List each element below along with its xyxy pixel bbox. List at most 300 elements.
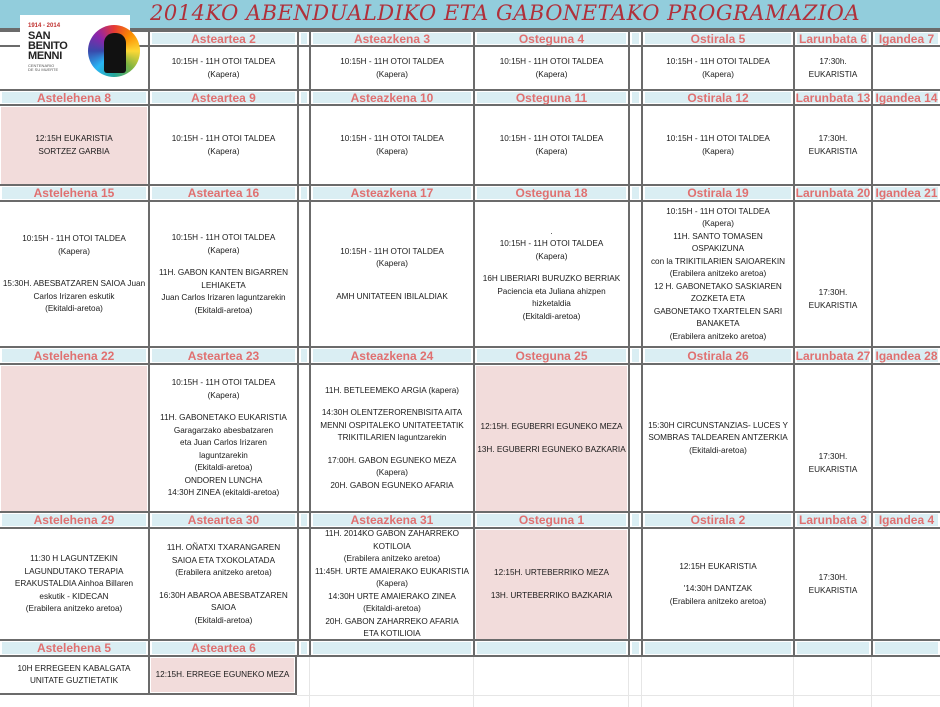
event-line: ETA KOTILIOIA	[363, 629, 421, 639]
logo-name: SAN BENITO MENNI	[28, 30, 68, 62]
event-line: ZOZKETA ETA	[690, 294, 746, 304]
logo-years: 1914 - 2014	[28, 23, 61, 29]
event-line: 11H. 2014KO GABON ZAHARREKO	[324, 529, 460, 539]
day-header-cell	[297, 32, 309, 45]
day-events-cell	[871, 106, 940, 185]
day-header-cell	[297, 91, 309, 104]
event-line: 14:30H OLENTZERORENBISITA AITA	[321, 408, 463, 418]
event-line: LEHIAKETA	[201, 280, 246, 290]
day-header-label: Asteartea 30	[152, 514, 295, 526]
spreadsheet-gridline	[628, 657, 629, 707]
spreadsheet-gridline	[297, 695, 940, 696]
event-line: (Kapera)	[702, 219, 734, 229]
day-header-label: Asteazkena 17	[313, 187, 471, 199]
event-line: 17:30H.	[818, 573, 848, 582]
event-line: (Ekitaldi-aretoa)	[194, 463, 253, 473]
event-list	[874, 530, 939, 639]
event-line: (Erabilera anitzeko aretoa)	[669, 269, 767, 279]
day-header-label	[632, 514, 639, 526]
day-header-label: Astelehena 5	[2, 642, 146, 654]
day-header-cell	[641, 32, 793, 45]
day-header-cell	[309, 91, 473, 104]
spreadsheet-gridline	[309, 657, 310, 707]
week-body-row	[0, 47, 940, 90]
event-list	[151, 203, 296, 346]
event-line: 10:15H - 11H OTOI TALDEA	[499, 134, 604, 143]
event-line: laguntzarekin	[199, 450, 248, 460]
event-line: Carlos Irizaren eskutik	[33, 291, 115, 301]
event-list	[300, 107, 308, 184]
day-events-cell	[0, 106, 148, 185]
event-line: 10:15H - 11H OTOI TALDEA	[666, 206, 770, 216]
logo-subtitle: CENTENARIO DE SU MUERTE	[28, 63, 59, 72]
event-list	[796, 530, 870, 639]
event-line: 12:15H EUKARISTIA	[35, 134, 113, 143]
day-header-label: Larunbata 6	[798, 31, 867, 46]
day-header-label: Asteazkena 10	[313, 92, 471, 103]
day-header-cell	[297, 186, 309, 200]
day-header-cell	[473, 513, 628, 527]
event-line: SAIOA ETA TXOKOLATADA	[171, 555, 276, 565]
event-line: (Ekitaldi-aretoa)	[363, 604, 421, 614]
day-events-cell	[793, 47, 871, 90]
event-list	[476, 203, 627, 346]
event-list	[631, 48, 640, 89]
event-line: 12:15H EUKARISTIA	[679, 561, 757, 571]
event-line: (Kapera)	[702, 146, 734, 156]
spreadsheet-gridline	[641, 657, 642, 707]
day-header-label: Astelehena 15	[2, 187, 146, 199]
day-header-cell	[871, 513, 940, 527]
day-header-label: Larunbata 13	[795, 90, 871, 105]
event-list	[644, 107, 792, 184]
event-line: (Kapera)	[535, 146, 568, 156]
event-line: LAGUNDUTAKO TERAPIA	[24, 566, 124, 576]
event-line: (Kapera)	[207, 69, 240, 79]
day-header-cell	[871, 348, 940, 363]
event-line: 11:30 H LAGUNTZEKIN	[30, 554, 118, 564]
event-line: (Kapera)	[207, 390, 240, 400]
event-line: Juan Carlos Irizaren laguntzarekin	[161, 293, 286, 302]
day-header-cell	[793, 348, 871, 363]
day-events-cell	[309, 365, 473, 512]
day-header-cell	[473, 186, 628, 200]
day-header-label	[632, 642, 639, 654]
day-events-cell	[793, 202, 871, 347]
day-header-cell	[871, 641, 940, 655]
day-header-cell	[641, 91, 793, 104]
event-list	[874, 203, 939, 346]
day-header-cell	[309, 513, 473, 527]
day-header-label: Ostirala 5	[645, 33, 791, 44]
day-header-label: Osteguna 4	[477, 33, 626, 44]
week-body-row	[0, 657, 297, 695]
day-events-cell	[148, 365, 297, 512]
week-body-row	[0, 106, 940, 185]
day-events-cell	[297, 365, 309, 512]
day-header-cell	[0, 186, 148, 200]
event-line: 11H. BETLEEMEKO ARGIA (kapera)	[324, 385, 460, 395]
day-header-cell	[628, 641, 641, 655]
event-list	[644, 530, 792, 639]
day-header-label	[301, 514, 307, 526]
week-header-row	[0, 30, 940, 47]
day-header-cell	[793, 641, 871, 655]
day-header-cell	[641, 641, 793, 655]
day-header-cell	[309, 32, 473, 45]
day-header-label	[632, 92, 639, 103]
event-line: 12:15H. ERREGE EGUNEKO MEZA	[155, 669, 290, 679]
day-events-cell	[641, 106, 793, 185]
day-events-cell	[793, 529, 871, 640]
event-line: 10:15H - 11H OTOI TALDEA	[171, 233, 276, 242]
event-line: 11H. SANTO TOMASEN	[673, 231, 763, 241]
event-list	[796, 48, 870, 89]
event-line: TRIKITILARIEN laguntzarekin	[337, 433, 447, 443]
event-list	[631, 203, 640, 346]
day-events-cell	[148, 202, 297, 347]
week-body-row	[0, 365, 940, 512]
event-line: 10:15H - 11H OTOI TALDEA	[499, 57, 604, 66]
event-line: (Ekitaldi-aretoa)	[194, 305, 253, 315]
day-header-cell	[309, 186, 473, 200]
event-line: 10:15H - 11H OTOI TALDEA	[499, 239, 604, 249]
day-events-cell	[871, 365, 940, 512]
day-header-label: Astelehena 29	[2, 514, 146, 526]
day-header-cell	[871, 91, 940, 104]
day-events-cell	[473, 202, 628, 347]
day-header-label: Osteguna 1	[477, 514, 626, 526]
event-line: 13H. EGUBERRI EGUNEKO BAZKARIA	[477, 444, 626, 454]
day-header-cell	[628, 186, 641, 200]
event-line: .	[550, 226, 553, 236]
event-line: 20H. GABON ZAHARREKO AFARIA	[325, 616, 459, 626]
event-line: 10:15H - 11H OTOI TALDEA	[340, 246, 444, 256]
day-header-cell	[148, 91, 297, 104]
day-events-cell	[871, 529, 940, 640]
event-line: SOMBRAS TALDEAREN ANTZERKIA	[648, 433, 788, 443]
event-line: 17:30h.	[819, 57, 847, 66]
day-header-label	[301, 92, 307, 103]
event-line: 10:15H - 11H OTOI TALDEA	[171, 134, 276, 143]
week-header-row	[0, 511, 940, 529]
day-header-cell	[793, 32, 871, 45]
spreadsheet-gridline	[473, 657, 474, 707]
event-list	[874, 366, 939, 511]
event-line: (Kapera)	[376, 579, 408, 589]
event-list	[476, 530, 627, 639]
day-events-cell	[309, 106, 473, 185]
event-line: 10:15H - 11H OTOI TALDEA	[666, 134, 770, 143]
day-header-cell	[473, 348, 628, 363]
day-events-cell	[641, 47, 793, 90]
day-header-label	[313, 642, 471, 654]
day-header-cell	[641, 513, 793, 527]
day-header-cell	[628, 513, 641, 527]
day-header-label	[875, 642, 938, 654]
event-line: (Kapera)	[58, 246, 90, 256]
day-header-label: Asteartea 16	[152, 187, 295, 199]
day-header-cell	[0, 513, 148, 527]
day-header-label: Astelehena 22	[2, 349, 146, 362]
day-header-cell	[793, 186, 871, 200]
event-list	[631, 107, 640, 184]
event-line: 10H ERREGEEN KABALGATA	[17, 663, 131, 673]
day-header-cell	[297, 641, 309, 655]
event-line: 10:15H - 11H OTOI TALDEA	[171, 57, 276, 66]
event-list	[631, 366, 640, 511]
event-line: EUKARISTIA	[808, 300, 858, 310]
day-events-cell	[0, 365, 148, 512]
day-header-cell	[473, 32, 628, 45]
day-header-label	[301, 187, 307, 199]
event-line: con la TRIKITILARIEN SAIOAREKIN	[650, 256, 786, 266]
event-list	[476, 107, 627, 184]
day-events-cell	[297, 47, 309, 90]
event-line: (Kapera)	[376, 69, 408, 79]
event-line: (Erabilera anitzeko aretoa)	[25, 604, 123, 614]
day-header-cell	[473, 91, 628, 104]
day-header-label: Asteazkena 24	[313, 349, 471, 362]
event-line: 10:15H - 11H OTOI TALDEA	[666, 57, 770, 66]
event-list	[312, 530, 472, 639]
event-list	[312, 48, 472, 89]
spreadsheet-gridline	[871, 657, 872, 707]
event-list	[151, 658, 294, 692]
day-events-cell	[473, 365, 628, 512]
event-line: EUKARISTIA	[808, 146, 858, 156]
day-events-cell	[148, 47, 297, 90]
event-line: 20H. GABON EGUNEKO AFARIA	[330, 480, 454, 490]
event-list	[644, 203, 792, 346]
event-line: (Erabilera anitzeko aretoa)	[669, 331, 767, 341]
event-line: OSPAKIZUNA	[691, 244, 745, 254]
day-header-label	[301, 349, 307, 362]
day-events-cell	[148, 106, 297, 185]
day-header-label: Igandea 7	[875, 33, 938, 44]
week-header-row	[0, 184, 940, 202]
event-list	[312, 203, 472, 346]
event-line: 12:15H. EGUBERRI EGUNEKO MEZA	[480, 422, 623, 431]
day-header-cell	[628, 32, 641, 45]
event-list	[312, 107, 472, 184]
day-header-label: Osteguna 18	[477, 187, 626, 199]
event-line: (Erabilera anitzeko aretoa)	[669, 596, 767, 606]
day-header-cell	[148, 32, 297, 45]
day-events-cell	[628, 202, 641, 347]
day-header-cell	[871, 32, 940, 45]
event-line: KOTILOIA	[373, 541, 411, 551]
event-list	[644, 366, 792, 511]
event-line: (Kapera)	[376, 259, 408, 269]
day-events-cell	[628, 106, 641, 185]
event-line: (Kapera)	[207, 146, 240, 156]
event-line: 12:15H. URTEBERRIKO MEZA	[494, 568, 609, 577]
day-header-cell	[0, 91, 148, 104]
week-body-row	[0, 529, 940, 640]
event-line: eta Juan Carlos Irizaren	[180, 438, 267, 448]
day-events-cell	[473, 106, 628, 185]
day-header-label: Asteartea 6	[152, 642, 295, 654]
event-list	[1, 530, 147, 639]
day-events-cell	[297, 106, 309, 185]
logo-portrait-icon	[104, 33, 126, 73]
day-header-label: Asteartea 9	[152, 92, 295, 103]
event-line: UNITATE GUZTIETATIK	[29, 676, 119, 685]
event-line: BANAKETA	[696, 319, 740, 329]
day-events-cell	[628, 529, 641, 640]
day-header-cell	[297, 513, 309, 527]
event-line: (Erabilera anitzeko aretoa)	[343, 554, 441, 564]
day-header-label: Asteartea 2	[152, 33, 295, 44]
day-header-cell	[0, 641, 148, 655]
event-line: 11H. GABON KANTEN BIGARREN	[158, 268, 289, 277]
event-list	[300, 530, 308, 639]
day-header-label	[797, 642, 869, 654]
week-header-row	[0, 89, 940, 106]
event-line: 15:30H CIRCUNSTANZIAS- LUCES Y	[648, 420, 788, 430]
event-line: (Ekitaldi-aretoa)	[45, 304, 103, 314]
day-events-cell	[628, 47, 641, 90]
day-events-cell	[793, 365, 871, 512]
day-events-cell	[871, 202, 940, 347]
day-header-label: Asteazkena 3	[313, 33, 471, 44]
event-list	[300, 48, 308, 89]
day-header-label	[632, 187, 639, 199]
event-line: GABONETAKO TXARTELEN SARI	[653, 306, 783, 316]
day-header-label: Larunbata 3	[798, 513, 867, 527]
event-list	[1, 366, 147, 511]
day-header-label	[301, 33, 307, 44]
day-events-cell	[297, 202, 309, 347]
event-line: (Kapera)	[376, 468, 408, 478]
event-list	[796, 107, 870, 184]
event-line: (Ekitaldi-aretoa)	[522, 311, 581, 321]
event-line: (Ekitaldi-aretoa)	[194, 615, 253, 625]
day-header-cell	[641, 348, 793, 363]
event-line: ERAKUSTALDIA Ainhoa Billaren	[14, 579, 134, 589]
day-events-cell	[473, 529, 628, 640]
event-line: 10:15H - 11H OTOI TALDEA	[340, 134, 444, 143]
day-header-cell	[793, 91, 871, 104]
day-header-label: Ostirala 26	[645, 349, 791, 362]
event-line: 11H. GABONETAKO EUKARISTIA	[160, 413, 287, 423]
day-header-cell	[148, 641, 297, 655]
day-header-label: Ostirala 2	[645, 514, 791, 526]
event-list	[874, 48, 939, 89]
event-line: 10:15H - 11H OTOI TALDEA	[22, 234, 126, 244]
title-bar	[0, 0, 940, 30]
logo	[20, 15, 130, 83]
event-line: (Kapera)	[207, 245, 240, 255]
day-header-label	[632, 33, 639, 44]
day-header-label: Asteazkena 31	[313, 514, 471, 526]
event-line: 16:30H ABAROA ABESBATZAREN	[159, 590, 288, 600]
event-line: EUKARISTIA	[808, 69, 858, 79]
event-line: Garagarzako abesbatzaren	[173, 425, 274, 435]
event-line: eskutik - KIDECAN	[39, 591, 109, 601]
event-line: 15:30H. ABESBATZAREN SAIOA Juan	[2, 279, 146, 289]
day-header-label: Ostirala 12	[645, 92, 791, 103]
event-line: 17:30H.	[818, 288, 848, 297]
day-header-label	[632, 349, 639, 362]
event-line: EUKARISTIA	[808, 464, 858, 474]
event-line: 12 H. GABONETAKO SASKIAREN	[654, 281, 782, 291]
spreadsheet-gridline	[793, 657, 794, 707]
event-list	[1, 658, 147, 692]
event-line: 11H. OÑATXI TXARANGAREN	[166, 543, 281, 552]
day-header-cell	[628, 91, 641, 104]
day-header-label	[477, 642, 626, 654]
event-line: AMH UNITATEEN IBILALDIAK	[336, 291, 448, 301]
day-events-cell	[0, 202, 148, 347]
day-events-cell	[148, 657, 297, 693]
event-line: hizketaldia	[532, 299, 571, 309]
day-header-cell	[871, 186, 940, 200]
day-events-cell	[0, 529, 148, 640]
day-header-label: Igandea 28	[875, 348, 938, 363]
event-list	[300, 366, 308, 511]
event-list	[796, 366, 870, 511]
day-header-label: Larunbata 27	[795, 348, 871, 363]
week-header-row	[0, 346, 940, 365]
event-list	[476, 366, 627, 511]
event-line: 14:30H URTE AMAIERAKO ZINEA	[328, 591, 456, 601]
event-list	[312, 366, 472, 511]
event-line: EUKARISTIA	[808, 585, 858, 595]
event-line: 11:45H. URTE AMAIERAKO EUKARISTIA	[315, 566, 469, 576]
day-events-cell	[871, 47, 940, 90]
day-events-cell	[473, 47, 628, 90]
event-list	[151, 530, 296, 639]
event-line: ONDOREN LUNCHA	[184, 475, 263, 485]
day-header-cell	[297, 348, 309, 363]
event-line: 17:00H. GABON EGUNEKO MEZA	[327, 455, 457, 465]
day-events-cell	[309, 47, 473, 90]
day-events-cell	[297, 529, 309, 640]
event-line: 13H. URTEBERRIKO BAZKARIA	[490, 590, 613, 600]
event-line: MENNI OSPITALEKO UNITATEETATIK	[320, 420, 464, 430]
page-title: 2014KO ABENDUALDIKO ETA GABONETAKO PROGRAMAZIOA	[150, 1, 861, 25]
day-header-label: Igandea 14	[875, 90, 938, 105]
event-line: (Kapera)	[535, 69, 568, 79]
day-header-cell	[309, 641, 473, 655]
day-header-cell	[641, 186, 793, 200]
event-line: 17:30H.	[818, 452, 848, 461]
event-list	[300, 203, 308, 346]
day-events-cell	[309, 529, 473, 640]
day-header-label: Astelehena 8	[2, 92, 146, 103]
event-list	[151, 366, 296, 511]
event-list	[1, 203, 147, 346]
event-line: (Erabilera anitzeko aretoa)	[175, 568, 272, 577]
day-header-label	[301, 642, 307, 654]
day-header-label: Ostirala 19	[645, 187, 791, 199]
event-line: (Kapera)	[702, 69, 734, 79]
event-list	[151, 48, 296, 89]
event-list	[476, 48, 627, 89]
event-line: 14:30H ZINEA (ekitaldi-aretoa)	[167, 488, 280, 498]
event-line: (Kapera)	[535, 251, 568, 261]
event-line: '14:30H DANTZAK	[683, 584, 753, 594]
day-header-label: Asteartea 23	[152, 349, 295, 362]
day-events-cell	[793, 106, 871, 185]
day-header-label: Igandea 4	[875, 514, 938, 526]
day-header-cell	[148, 513, 297, 527]
event-line: 17:30H.	[818, 134, 848, 143]
day-header-label: Igandea 21	[875, 186, 938, 200]
event-line: Paciencia eta Juliana ahizpen	[497, 286, 606, 296]
